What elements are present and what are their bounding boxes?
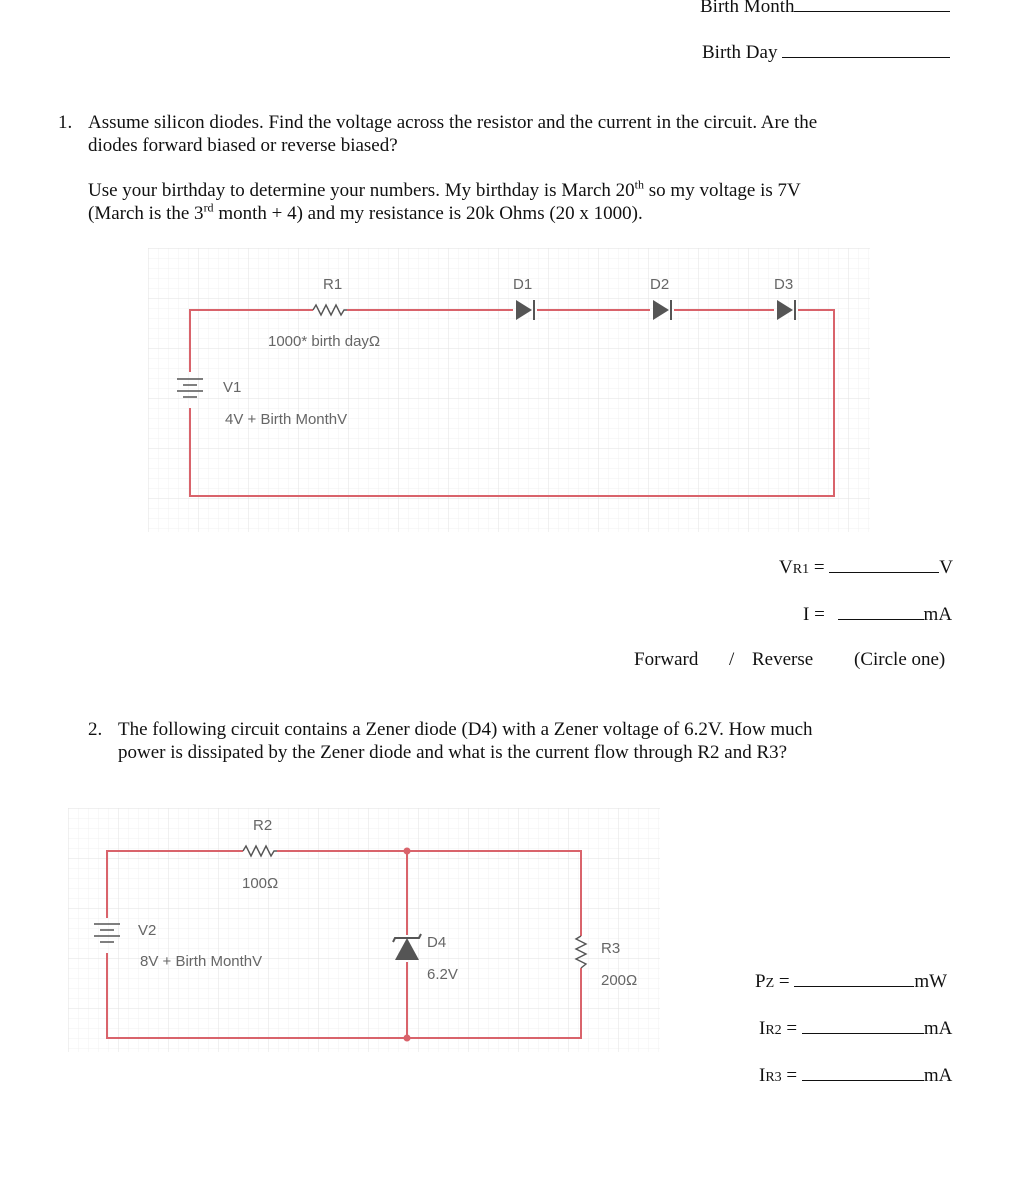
q2-number: 2. <box>88 719 103 740</box>
r3-value: 200Ω <box>601 972 638 989</box>
ir3-blank[interactable] <box>802 1079 924 1081</box>
r1-value: 1000* birth dayΩ <box>268 333 381 350</box>
d4-value: 6.2V <box>427 966 458 983</box>
grid-background <box>148 248 870 532</box>
r2-label: R2 <box>253 817 273 834</box>
v2-value: 8V + Birth MonthV <box>140 953 263 970</box>
v1-label: V1 <box>223 379 242 396</box>
ir2-answer: IR2 = mA <box>759 1018 953 1039</box>
r3-label: R3 <box>601 940 621 957</box>
ir3-answer: IR3 = mA <box>759 1065 953 1086</box>
circuit-2-diagram <box>68 808 660 1052</box>
v2-label: V2 <box>138 922 157 939</box>
current-blank[interactable] <box>838 618 924 620</box>
vr1-answer: VR1 = V <box>779 557 954 578</box>
d1-label: D1 <box>513 276 533 293</box>
vr1-blank[interactable] <box>829 571 939 573</box>
v1-value: 4V + Birth MonthV <box>225 411 348 428</box>
circuit-1-diagram <box>148 248 870 532</box>
birth-month-field <box>700 0 950 18</box>
q1-text-line2: diodes forward biased or reverse biased? <box>88 135 398 156</box>
reverse-option[interactable]: Reverse <box>752 649 814 670</box>
birth-day-field <box>702 42 950 64</box>
ir2-blank[interactable] <box>802 1032 924 1034</box>
grid-background <box>68 808 660 1052</box>
current-answer: I = mA <box>803 604 953 625</box>
d4-label: D4 <box>427 934 447 951</box>
birth-day-blank[interactable] <box>782 56 950 58</box>
forward-option[interactable]: Forward <box>634 649 699 670</box>
pz-answer: PZ = mW <box>755 971 948 992</box>
junction-top <box>404 848 411 855</box>
birth-day-label: Birth Day <box>702 42 778 63</box>
circle-one-note: (Circle one) <box>854 649 946 670</box>
q1-text-line1: Assume silicon diodes. Find the voltage across the resistor and the current in the circuit. Are the <box>88 112 818 133</box>
junction-bottom <box>404 1035 411 1042</box>
q1-number: 1. <box>58 112 73 133</box>
q1-instruction-line2: (March is the 3rd month + 4) and my resistance is 20k Ohms (20 x 1000). <box>88 200 643 224</box>
pz-blank[interactable] <box>794 985 914 987</box>
r2-value: 100Ω <box>242 875 279 892</box>
q2-text-line2: power is dissipated by the Zener diode and what is the current flow through R2 and R3? <box>118 742 788 763</box>
q2-text-line1: The following circuit contains a Zener diode (D4) with a Zener voltage of 6.2V. How much <box>118 719 813 740</box>
d2-label: D2 <box>650 276 670 293</box>
option-separator: / <box>729 649 735 670</box>
birth-month-label: Birth Month <box>700 0 795 17</box>
r1-label: R1 <box>323 276 343 293</box>
birth-month-blank[interactable] <box>794 10 950 12</box>
d3-label: D3 <box>774 276 794 293</box>
q1-instruction-line1: Use your birthday to determine your numbers. My birthday is March 20th so my voltage is 7V <box>88 177 801 201</box>
